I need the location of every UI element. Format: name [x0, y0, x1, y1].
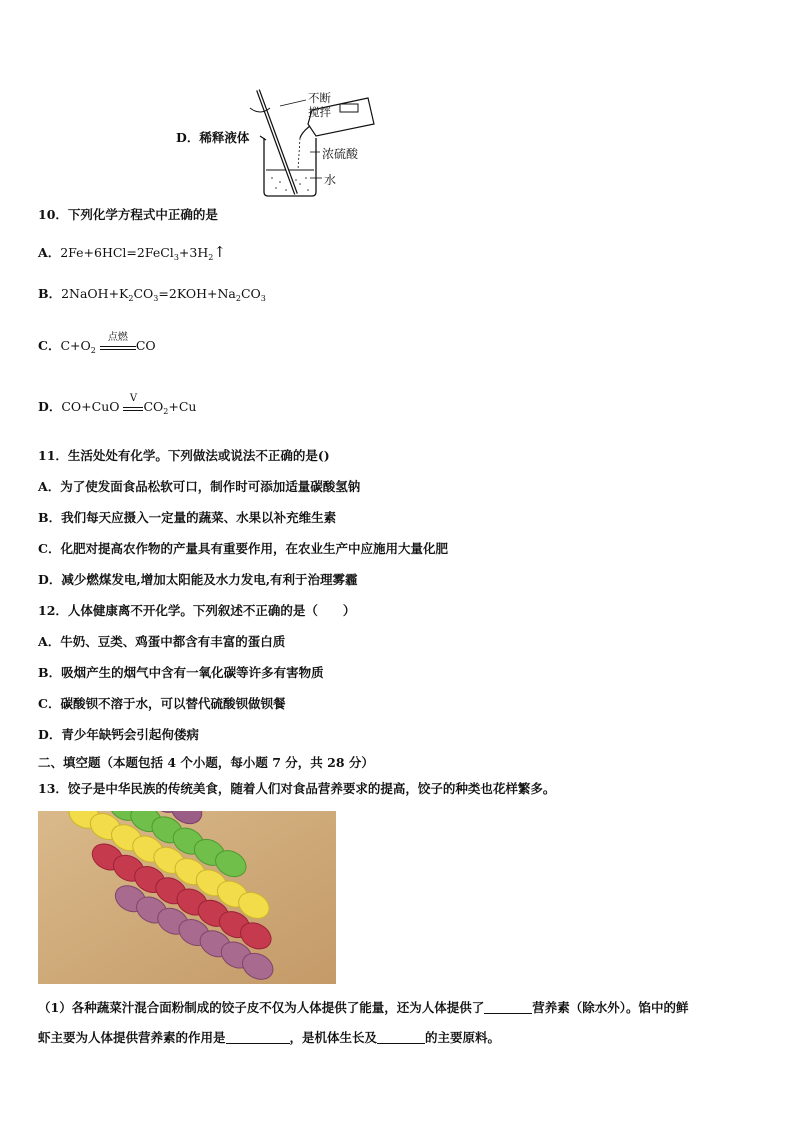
q13-stem: 13．饺子是中华民族的传统美食，随着人们对食品营养要求的提高，饺子的种类也花样繁多。	[38, 781, 556, 796]
dumplings-photo	[38, 811, 336, 984]
q11-option-d: D．减少燃煤发电,增加太阳能及水力发电,有利于治理雾霾	[38, 572, 358, 587]
fig-label-acid: 浓硫酸	[322, 147, 359, 161]
q11-option-a: A．为了使发面食品松软可口，制作时可添加适量碳酸氢钠	[38, 479, 361, 494]
q12-option-d: D．青少年缺钙会引起佝偻病	[38, 727, 199, 742]
q11-option-c: C．化肥对提高农作物的产量具有重要作用，在农业生产中应施用大量化肥	[38, 541, 448, 556]
q12-option-a: A．牛奶、豆类、鸡蛋中都含有丰富的蛋白质	[38, 634, 286, 649]
q11-stem: 11．生活处处有化学。下列做法或说法不正确的是()	[38, 448, 330, 463]
blank-nutrient[interactable]	[484, 1001, 532, 1014]
q13-part1-line2: 虾主要为人体提供营养素的作用是 ，是机体生长及 的主要原料。	[38, 1030, 501, 1045]
fig-label-stir-2: 搅拌	[308, 105, 331, 119]
q10-option-c: C．$C+O_2$ 点燃 CO	[38, 331, 156, 355]
q12-stem: 12．人体健康离不开化学。下列叙述不正确的是（ ）	[38, 603, 356, 618]
q10-option-a: A．$2Fe+6HCl=2FeCl_3+3H_2↑$	[38, 243, 226, 262]
q12-option-c: C．碳酸钡不溶于水，可以替代硫酸钡做钡餐	[38, 696, 286, 711]
reaction-condition-ignite: 点燃	[100, 339, 136, 355]
q13-part1-line1: （1）各种蔬菜汁混合面粉制成的饺子皮不仅为人体提供了能量，还为人体提供了 营养素（除水外）。馅中的鲜	[38, 1000, 689, 1015]
fig-label-water: 水	[324, 173, 337, 187]
blank-repair[interactable]	[377, 1031, 425, 1044]
q10-option-d: D．CO+CuO V $CO_2+Cu$	[38, 392, 197, 416]
fig-label-stir: 不断	[308, 91, 331, 105]
q11-option-b: B．我们每天应摄入一定量的蔬菜、水果以补充维生素	[38, 510, 337, 525]
q9-option-d-label: D．稀释液体	[176, 130, 250, 145]
q12-option-b: B．吸烟产生的烟气中含有一氧化碳等许多有害物质	[38, 665, 324, 680]
q10-option-b: B．$2NaOH+K_2CO_3=2KOH+Na_2CO_3$	[38, 286, 266, 303]
q10-stem: 10．下列化学方程式中正确的是	[38, 207, 218, 222]
section-2-title: 二、填空题（本题包括 4 个小题，每小题 7 分，共 28 分）	[38, 755, 374, 770]
reaction-condition-heat: V	[123, 400, 143, 416]
blank-function[interactable]	[226, 1031, 290, 1044]
